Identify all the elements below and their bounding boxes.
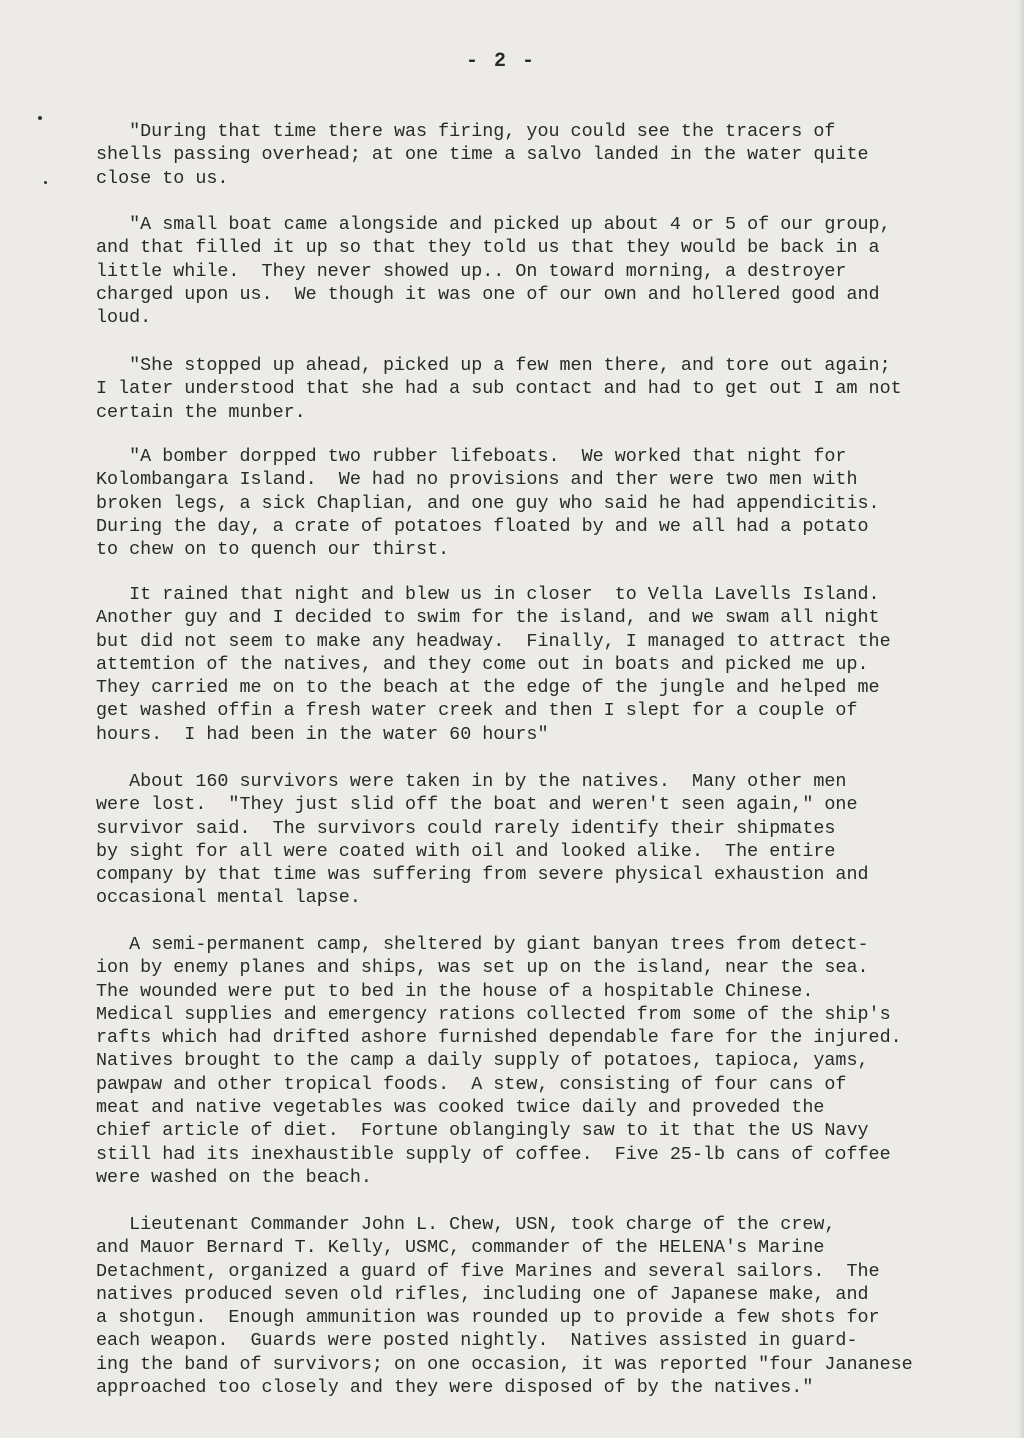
page-number: - 2 - [466, 50, 537, 73]
margin-mark [38, 116, 42, 120]
paragraph-rained: It rained that night and blew us in closer to Vella Lavells Island. Another guy and I decided to swim for the island, and we swam all night but did not seem to make any headway. Finally, I managed to attract the attemtion of the natives, and they come out in boats and picked me up. They carried me on to the beach at the edge of the jungle and helped me get washed offin a fresh water creek and then I slept for a couple of hours. I had been in the water 60 hours" [96, 584, 891, 745]
margin-mark [44, 181, 47, 184]
paragraph-guard: Lieutenant Commander John L. Chew, USN, took charge of the crew, and Mauor Bernard T. Kelly, USMC, commander of the HELENA's Marine Detachment, organized a guard of five Marines and several sailors. The natives produced seven old rifles, including one of Japanese make, and a shotgun. Enough ammunition was rounded up to provide a few shots for each weapon. Guards were posted nightly. Natives assisted in guard- ing the band of survivors; on one occasion, it was reported "four Jananese approached too closely and they were disposed of by the natives." [96, 1214, 913, 1399]
page-edge-shadow [1018, 0, 1024, 1438]
paragraph-firing: "During that time there was firing, you could see the tracers of shells passing overhead; at one time a salvo landed in the water quite close to us. [96, 121, 869, 189]
paragraph-survivors: About 160 survivors were taken in by the natives. Many other men were lost. "They just slid off the boat and weren't seen again," one survivor said. The survivors could rarely identify their shipmates by sight for all were coated with oil and looked alike. The entire company by that time was suffering from severe physical exhaustion and occasional mental lapse. [96, 771, 869, 909]
paragraph-destroyer: "She stopped up ahead, picked up a few men there, and tore out again; I later understood that she had a sub contact and had to get out I am not certain the munber. [96, 355, 902, 423]
paragraph-bomber: "A bomber dorpped two rubber lifeboats. We worked that night for Kolombangara Island. We had no provisions and ther were two men with broken legs, a sick Chaplian, and one guy who said he had appendicitis. During the day, a crate of potatoes floated by and we all had a potato to chew on to quench our thirst. [96, 446, 880, 561]
paragraph-small-boat: "A small boat came alongside and picked up about 4 or 5 of our group, and that filled it up so that they told us that they would be back in a little while. They never showed up.. On toward morning, a destroyer charged upon us. We though it was one of our own and hollered good and loud. [96, 214, 891, 329]
paragraph-camp: A semi-permanent camp, sheltered by giant banyan trees from detect- ion by enemy planes and ships, was set up on the island, near the sea. The wounded were put to bed in the house of a hospitable Chinese. Medical supplies and emergency rations collected from some of the ship's rafts which had drifted ashore furnished dependable fare for the injured. Natives brought to the camp a daily supply of potatoes, tapioca, yams, pawpaw and other tropical foods. A stew, consisting of four cans of meat and native vegetables was cooked twice daily and proveded the chief article of diet. Fortune oblangingly saw to it that the US Navy still had its inexhaustible supply of coffee. Five 25-lb cans of coffee were washed on the beach. [96, 934, 902, 1188]
